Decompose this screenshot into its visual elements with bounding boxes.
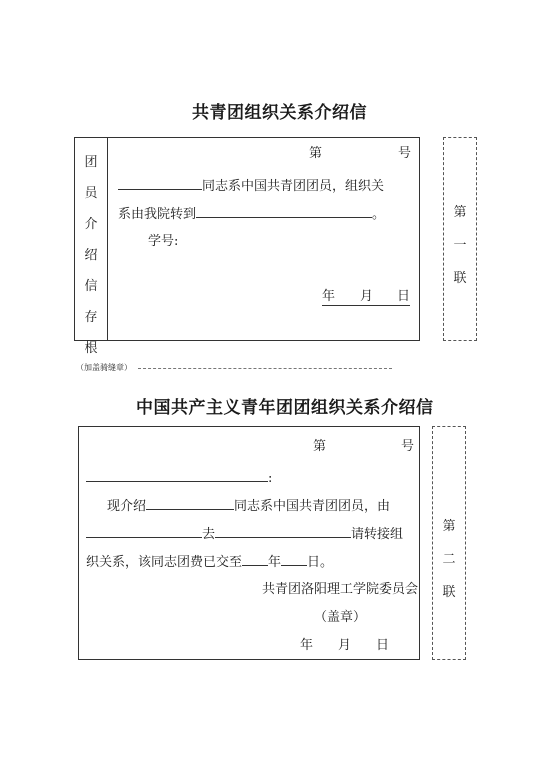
form1-line2-prefix: 系由我院转到 (118, 207, 197, 222)
form2-line2 (86, 525, 403, 543)
form1-line1 (118, 177, 384, 195)
form2-line1-prefix: 现介绍 (107, 499, 147, 514)
form1-date-year: 年 (322, 289, 336, 304)
form2-title: 中国共产主义青年团团组织关系介绍信 (136, 398, 434, 418)
form2-line3-month: 日。 (307, 555, 334, 570)
form2-line3 (86, 553, 333, 571)
cut-line (138, 368, 392, 369)
recipient-blank[interactable] (86, 469, 268, 482)
cut-seal-label: （加盖骑缝章） (76, 363, 132, 372)
form2-date-month: 月 (338, 638, 352, 653)
stub-char: 员 (84, 186, 98, 201)
destination-blank[interactable] (196, 205, 372, 218)
copy-char: 联 (442, 585, 456, 600)
form2-recipient-colon: : (268, 471, 273, 486)
form1-line2-end: 。 (372, 207, 386, 222)
form1-stub-label (75, 138, 107, 356)
form1-copy-box (443, 137, 477, 341)
copy-char: 第 (442, 519, 456, 534)
fee-year-blank[interactable] (242, 553, 268, 566)
copy-char: 一 (453, 238, 467, 253)
fee-month-blank[interactable] (281, 553, 307, 566)
copy-char: 第 (453, 205, 467, 220)
name-blank[interactable] (146, 497, 234, 510)
form2-number-prefix: 第 (313, 439, 327, 454)
form2-date-year: 年 (300, 638, 314, 653)
form2-line2-suffix: 请转接组 (351, 527, 404, 542)
copy-char: 联 (453, 271, 467, 286)
form2-recipient-line (86, 469, 272, 487)
to-org-blank[interactable] (215, 525, 351, 538)
from-org-blank[interactable] (86, 525, 202, 538)
stub-char: 根 (84, 341, 98, 356)
form1-line2 (118, 205, 385, 223)
form2-date-day: 日 (376, 638, 390, 653)
form1-date-day: 日 (397, 289, 411, 304)
form2-line3-prefix: 织关系，该同志团费已交至 (86, 555, 243, 570)
form2-line2-mid: 去 (202, 527, 216, 542)
form1-number-prefix: 第 (309, 146, 323, 161)
stub-char: 信 (84, 279, 98, 294)
name-blank[interactable] (118, 177, 202, 190)
form1-stub-box (74, 137, 108, 356)
form2-number-suffix: 号 (401, 439, 415, 454)
form1-line1-text: 同志系中国共青团团员，组织关 (202, 179, 385, 194)
stub-char: 介 (84, 217, 98, 232)
copy-char: 二 (442, 552, 456, 567)
stub-char: 绍 (84, 248, 98, 263)
form2-copy-box (432, 426, 466, 660)
form1-date-month: 月 (360, 289, 374, 304)
seal-label: （盖章） (314, 610, 367, 625)
form2-line1-suffix: 同志系中国共青团团员，由 (234, 499, 391, 514)
form1-number-suffix: 号 (398, 146, 412, 161)
form1-date-line (322, 289, 410, 306)
form2-main-box (78, 426, 420, 660)
issuer-name: 共青团洛阳理工学院委员会 (262, 582, 419, 597)
student-id-label: 学号: (148, 234, 179, 249)
form1-copy-label (444, 138, 476, 286)
stub-char: 存 (84, 310, 98, 325)
form2-copy-label (433, 427, 465, 600)
form2-line3-year: 年 (268, 555, 282, 570)
stub-char: 团 (84, 155, 98, 170)
form2-line1 (107, 497, 390, 515)
form1-title: 共青团组织关系介绍信 (192, 103, 367, 123)
